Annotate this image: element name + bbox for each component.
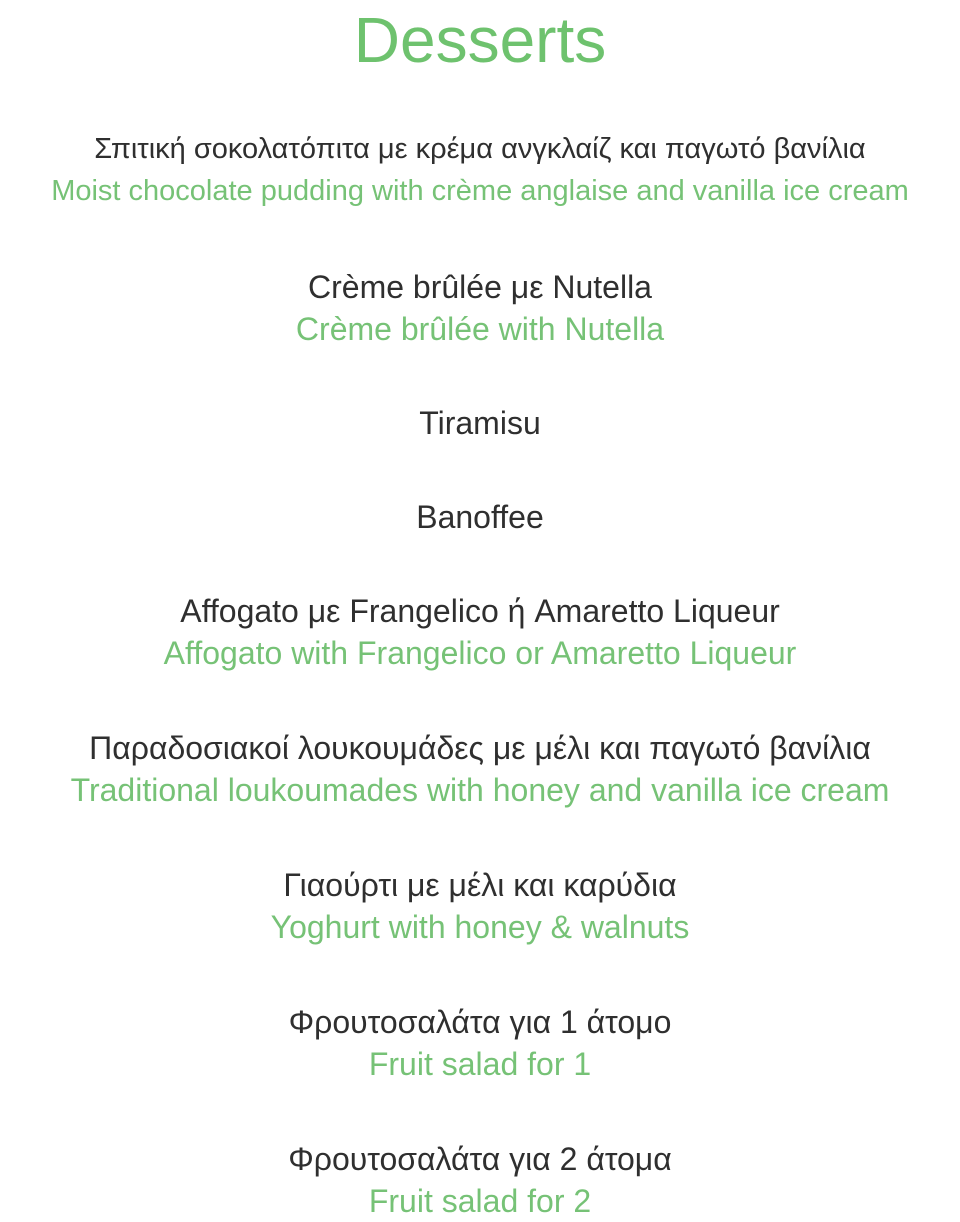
menu-title: Desserts	[353, 4, 607, 76]
item-greek-name: Παραδοσιακοί λουκουμάδες με μέλι και παγωτό βανίλια	[89, 730, 871, 766]
item-greek-name: Σπιτική σοκολατόπιτα με κρέμα ανγκλαίζ και παγωτό βανίλια	[94, 133, 866, 165]
menu-item-affogato	[0, 590, 960, 674]
item-greek-name: Affogato με Frangelico ή Amaretto Liqueur	[180, 593, 780, 629]
item-greek-name: Φρουτοσαλάτα για 1 άτομο	[288, 1004, 672, 1040]
item-english-name: Yoghurt with honey & walnuts	[270, 909, 690, 945]
item-english-name: Crème brûlée with Nutella	[295, 311, 665, 347]
item-english-name: Traditional loukoumades with honey and vanilla ice cream	[70, 772, 890, 808]
item-english-name: Moist chocolate pudding with crème anglaise and vanilla ice cream	[51, 175, 909, 207]
menu-item-fruit-salad-1	[0, 1001, 960, 1085]
menu-item-banoffee	[0, 496, 960, 538]
menu-item-yoghurt	[0, 864, 960, 948]
item-english-name: Affogato with Frangelico or Amaretto Liqueur	[163, 635, 797, 671]
item-english-name: Fruit salad for 1	[368, 1046, 592, 1082]
menu-item-fruit-salad-2	[0, 1138, 960, 1222]
menu-item-tiramisu	[0, 402, 960, 444]
menu-item-creme-brulee	[0, 266, 960, 350]
item-english-name: Fruit salad for 2	[368, 1183, 592, 1219]
item-greek-name: Banoffee	[416, 499, 544, 535]
menu-item-loukoumades	[0, 727, 960, 811]
item-greek-name: Φρουτοσαλάτα για 2 άτομα	[288, 1141, 672, 1177]
menu-item-chocolate-pudding	[0, 128, 960, 212]
item-greek-name: Crème brûlée με Nutella	[308, 269, 652, 305]
item-greek-name: Tiramisu	[419, 405, 541, 441]
item-greek-name: Γιαούρτι με μέλι και καρύδια	[283, 867, 677, 903]
